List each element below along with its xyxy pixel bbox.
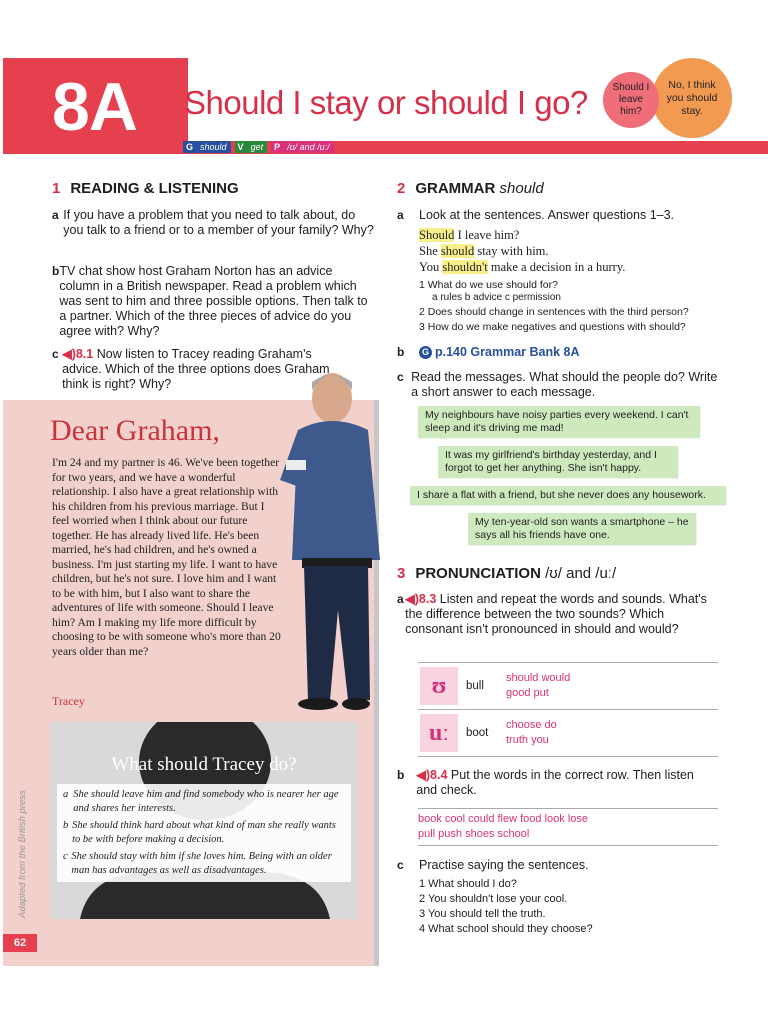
page-number: 62 [3, 934, 37, 952]
reading-item-c: c ◀)8.1 Now listen to Tracey reading Graham's advice. Which of the three options does Graham think is right? Why? [52, 347, 330, 391]
bull-sound-icon: ʊ [420, 667, 458, 705]
reading-heading: 1 READING & LISTENING [52, 180, 239, 197]
grammar-bank-link[interactable]: G p.140 Grammar Bank 8A [419, 345, 580, 359]
unit-number: 8A [52, 69, 137, 145]
option-c: c She should stay with him if she loves him. Being with an older man has advantages as well as disadvantages. [63, 851, 332, 876]
reading-item-b: b TV chat show host Graham Norton has an advice column in a British newspaper. Read a problem which was sent to him and three possible options. Then talk to a partner. Which of the three pieces of advice do you agree with? Why? [52, 264, 368, 338]
pronunciation-item-b: b ◀)8.4 Put the words in the correct row. Then listen and check. [397, 768, 694, 797]
sound-row-bull: ʊ bull should would good put [418, 663, 718, 710]
grammar-heading: 2 GRAMMAR should [397, 180, 544, 197]
grammar-questions: 1 What do we use should for? a rules b advice c permission 2 Does should change in sentences with the third person? 3 How do we make negatives and questions with should? [419, 279, 689, 333]
pronunciation-heading: 3 PRONUNCIATION /ʊ/ and /uː/ [397, 565, 617, 582]
audio-icon[interactable]: ◀) [62, 347, 76, 361]
grammar-item-c: c Read the messages. What should the people do? Write a short answer to each message. [397, 370, 718, 399]
example-3: You shouldn't make a decision in a hurry. [419, 260, 626, 274]
example-2: She should stay with him. [419, 244, 549, 258]
practice-sentences: 1 What should I do? 2 You shouldn't lose your cool. 3 You should tell the truth. 4 What school should they choose? [419, 878, 593, 935]
tag-vocabulary: V get [235, 141, 268, 153]
letter-greeting: Dear Graham, [50, 414, 220, 447]
sound-row-boot: uː boot choose do truth you [418, 710, 718, 757]
letter-body: I'm 24 and my partner is 46. We've been together for two years, and we have a wonderful relationship. I also have a great relationship with his children from his previous marriage. But I feel worried when I think about our future together. He has already lived life. He's been married, he's had children, and he's owned a business. I'm just starting my life. I want to have children, but he's not sure. I love him and I want to be with him, but I also want to share the adventures of life with someone. Should I leave him? Am I making my life more difficult by choosing to be with someone who's more than 20 years older than me? [52, 456, 281, 658]
audio-icon[interactable]: ◀) [416, 768, 431, 782]
sound-table [418, 662, 718, 757]
letter-signature: Tracey [52, 694, 85, 708]
reading-item-a: a If you have a problem that you need to talk about, do you talk to a friend or to a member of your family? Why? [52, 208, 374, 237]
message-2: It was my girlfriend's birthday yesterday, and I forgot to get her anything. She isn't happy. [438, 446, 678, 478]
sound-row-words: choose do truth you [506, 719, 557, 746]
speech-bubble-answer: No, I think you should stay. [652, 58, 732, 138]
boot-sound-icon: uː [420, 714, 458, 752]
grammar-icon: G [419, 346, 432, 359]
option-a: a She should leave him and find somebody who is nearer her age and shares her interests. [63, 789, 339, 814]
page-title: Should I stay or should I go? [184, 84, 588, 121]
pronunciation-item-a: a ◀)8.3 Listen and repeat the words and sounds. What's the difference between the two sounds? Which consonant isn't pronounced in should and would? [397, 592, 707, 636]
speech-bubble-question: Should I leave him? [603, 72, 659, 128]
options-title: What should Tracey do? [111, 754, 297, 775]
source-credit: Adapted from the British press [17, 790, 28, 918]
message-1: My neighbours have noisy parties every weekend. I can't sleep and it's driving me mad! [418, 406, 700, 438]
grammar-item-a: a Look at the sentences. Answer questions 1–3. [397, 208, 675, 222]
pronunciation-item-c: c Practise saying the sentences. [397, 858, 589, 872]
word-box: book cool could flew food look lose pull push shoes school [418, 808, 718, 846]
tag-pronunciation: P /ʊ/ and /uː/ [271, 141, 334, 153]
tag-grammar: G should [183, 141, 231, 153]
sound-row-words: should would good put [506, 672, 571, 699]
graham-photo [268, 360, 386, 718]
options-list [57, 784, 351, 882]
grammar-item-b: b G p.140 Grammar Bank 8A [397, 345, 580, 359]
example-sentences [419, 227, 625, 275]
example-1: Should I leave him? [419, 228, 520, 242]
audio-icon[interactable]: ◀) [405, 592, 419, 606]
lesson-tags [183, 141, 334, 153]
message-4: My ten-year-old son wants a smartphone – he says all his friends have one. [468, 513, 696, 545]
message-3: I share a flat with a friend, but she never does any housework. [410, 486, 726, 505]
option-b: b She should think hard about what kind of man she really wants to be with before making a decision. [63, 820, 336, 845]
